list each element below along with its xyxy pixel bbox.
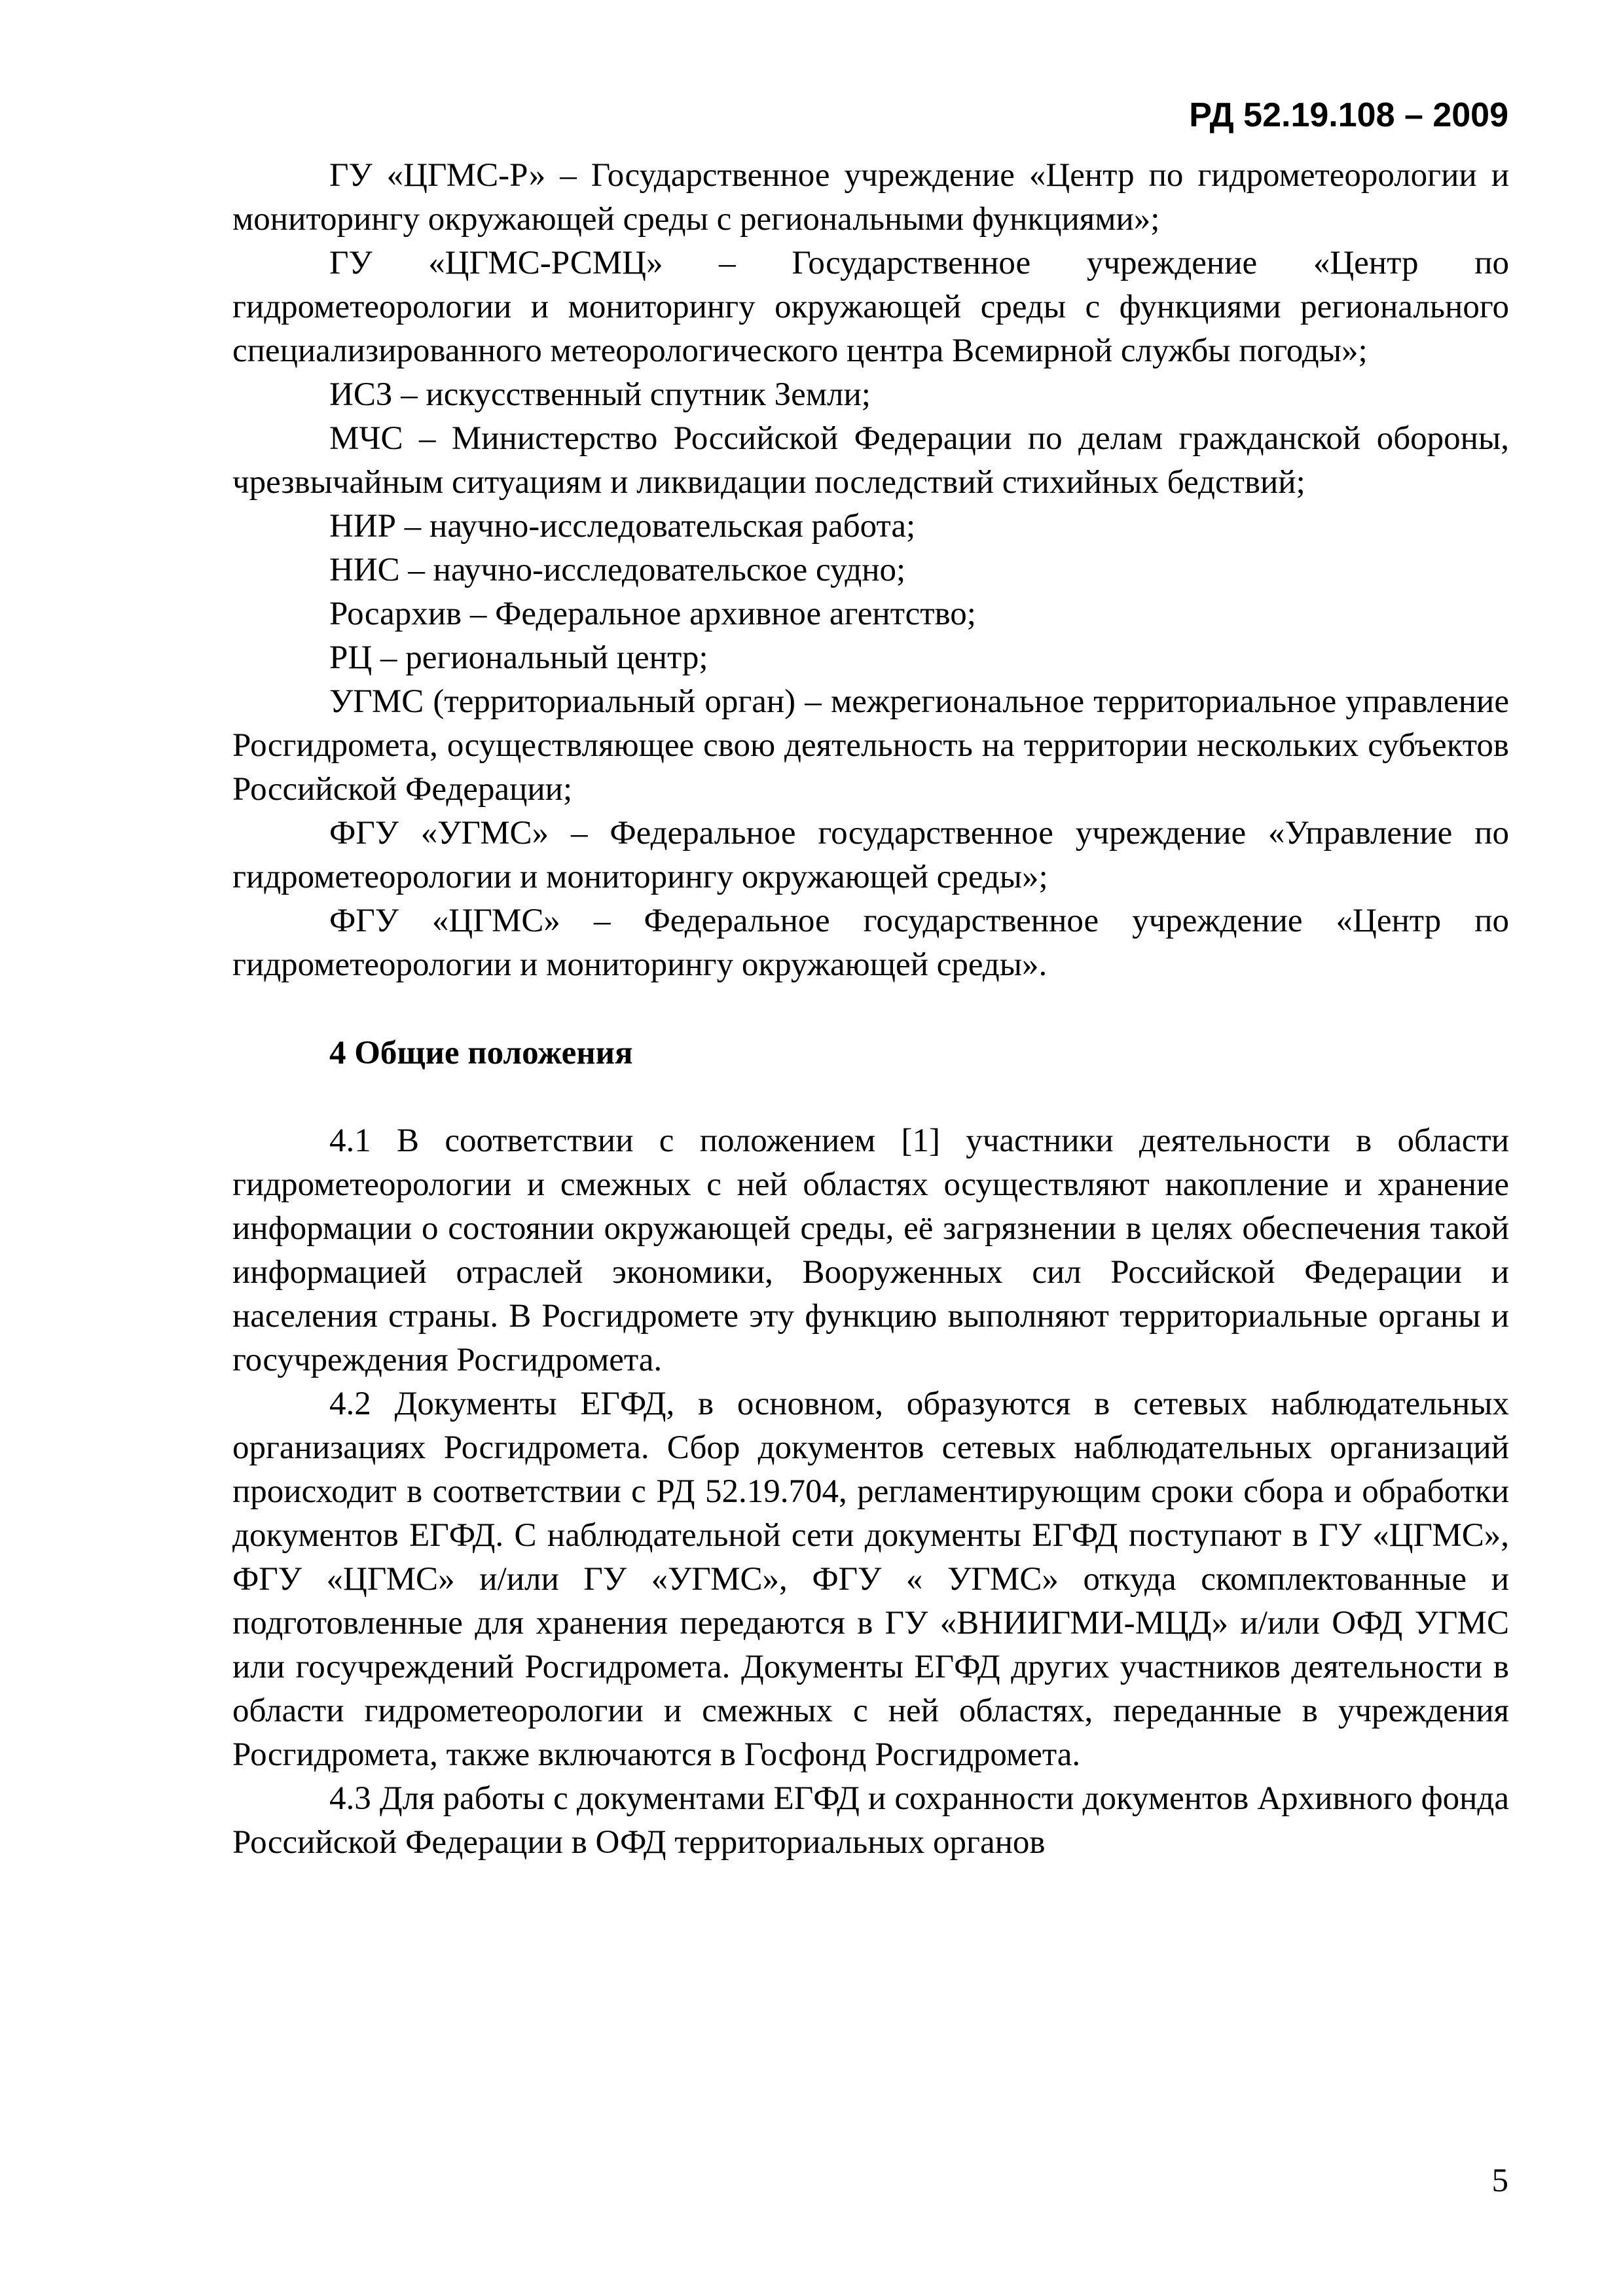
section-paragraph: 4.1 В соответствии с положением [1] участники деятельности в области гидрометеорологии и смежных с ней областях осуществляют накопление и хранение информации о состоянии окружающей среды, её загрязнении в целях обеспечения такой информацией отраслей экономики, Вооруженных сил Российской Федерации и населения страны. В Росгидромете эту функцию выполняют территориальные органы и госучреждения Росгидромета.: [232, 1122, 1509, 1378]
document-code-header: РД 52.19.108 – 2009: [1189, 96, 1508, 134]
definition-item: НИР – научно-исследовательская работа;: [329, 508, 916, 545]
definition-item: ГУ «ЦГМС-РСМЦ» – Государственное учреждение «Центр по гидрометеорологии и мониторингу окружающей среды с функциями регионального специализированного метеорологического центра Всемирной службы погоды»;: [232, 245, 1509, 369]
definition-item: ФГУ «ЦГМС» – Федеральное государственное учреждение «Центр по гидрометеорологии и мониторингу окружающей среды».: [232, 903, 1509, 983]
definition-item: Росархив – Федеральное архивное агентство;: [329, 596, 976, 632]
definition-item: ГУ «ЦГМС-Р» – Государственное учреждение «Центр по гидрометеорологии и мониторингу окружающей среды с региональными функциями»;: [232, 157, 1509, 238]
definition-item: НИС – научно-исследовательское судно;: [329, 552, 906, 588]
definition-item: МЧС – Министерство Российской Федерации по делам гражданской обороны, чрезвычайным ситуациям и ликвидации последствий стихийных бедствий;: [232, 420, 1509, 501]
definition-item: РЦ – региональный центр;: [329, 639, 708, 676]
page-content: [232, 154, 1509, 1865]
section-paragraph: 4.2 Документы ЕГФД, в основном, образуются в сетевых наблюдательных организациях Росгидромета. Сбор документов сетевых наблюдательных организаций происходит в соответствии с РД 52.19.704, регламентирующим сроки сбора и обработки документов ЕГФД. С наблюдательной сети документы ЕГФД поступают в ГУ «ЦГМС», ФГУ «ЦГМС» и/или ГУ «УГМС», ФГУ « УГМС» откуда скомплектованные и подготовленные для хранения передаются в ГУ «ВНИИГМИ-МЦД» и/или ОФД УГМС или госучреждений Росгидромета. Документы ЕГФД других участников деятельности в области гидрометеорологии и смежных с ней областях, переданные в учреждения Росгидромета, также включаются в Госфонд Росгидромета.: [232, 1386, 1509, 1773]
definition-item: ИСЗ – искусственный спутник Земли;: [329, 376, 871, 413]
definition-item: УГМС (территориальный орган) – межрегиональное территориальное управление Росгидромета, осуществляющее свою деятельность на территории нескольких субъектов Российской Федерации;: [232, 683, 1509, 808]
section-heading: 4 Общие положения: [329, 1035, 633, 1071]
definition-item: ФГУ «УГМС» – Федеральное государственное учреждение «Управление по гидрометеорологии и мониторингу окружающей среды»;: [232, 815, 1509, 895]
section-paragraph: 4.3 Для работы с документами ЕГФД и сохранности документов Архивного фонда Российской Федерации в ОФД территориальных органов: [232, 1780, 1509, 1861]
page-number: 5: [1491, 2162, 1508, 2199]
